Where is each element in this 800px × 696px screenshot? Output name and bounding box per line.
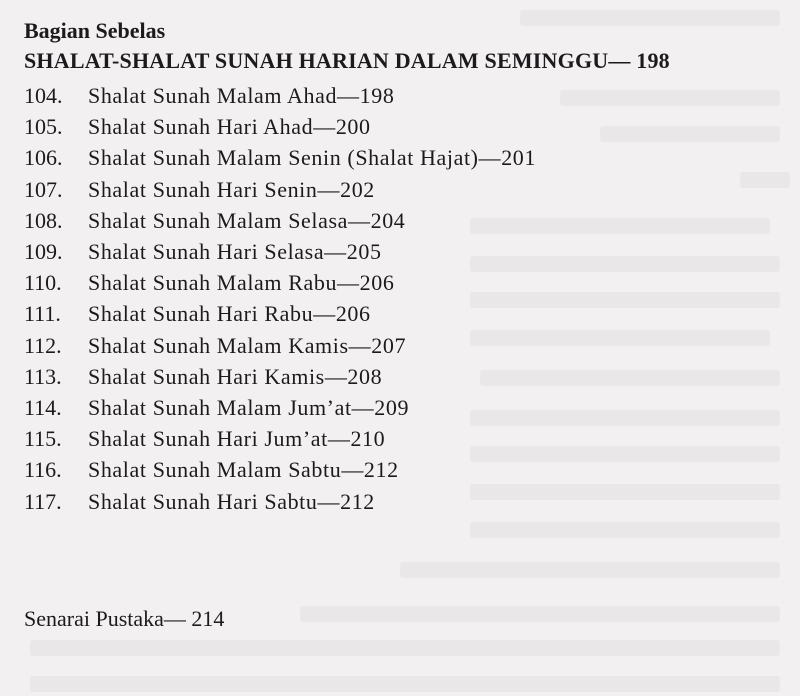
toc-entry-number: 110. bbox=[24, 270, 62, 296]
toc-entry-title: Shalat Sunah Hari Kamis—208 bbox=[88, 363, 383, 389]
toc-entry[interactable] bbox=[24, 205, 784, 236]
toc-entry[interactable] bbox=[24, 392, 784, 423]
toc-entry[interactable] bbox=[24, 423, 784, 454]
toc-entry-number: 107. bbox=[24, 176, 63, 202]
toc-entry-list bbox=[24, 80, 784, 517]
toc-entry-title: Shalat Sunah Hari Selasa—205 bbox=[88, 239, 382, 265]
toc-entry-number: 115. bbox=[24, 426, 62, 452]
bibliography-entry[interactable]: Senarai Pustaka— 214 bbox=[24, 606, 225, 631]
toc-entry-title: Shalat Sunah Malam Jum’at—209 bbox=[88, 395, 410, 421]
toc-entry-title: Shalat Sunah Malam Sabtu—212 bbox=[88, 457, 399, 483]
toc-entry-number: 113. bbox=[24, 363, 62, 389]
toc-entry[interactable] bbox=[24, 142, 784, 173]
table-of-contents bbox=[24, 16, 784, 517]
toc-entry[interactable] bbox=[24, 80, 784, 111]
toc-entry-title: Shalat Sunah Malam Kamis—207 bbox=[88, 332, 407, 358]
toc-entry-number: 111. bbox=[24, 301, 61, 327]
toc-entry-number: 109. bbox=[24, 239, 63, 265]
toc-entry[interactable] bbox=[24, 361, 784, 392]
toc-entry-number: 117. bbox=[24, 488, 62, 514]
toc-entry[interactable] bbox=[24, 111, 784, 142]
toc-entry-number: 105. bbox=[24, 114, 63, 140]
toc-entry-title: Shalat Sunah Malam Rabu—206 bbox=[88, 270, 395, 296]
toc-entry-title: Shalat Sunah Malam Ahad—198 bbox=[88, 83, 395, 108]
toc-entry-number: 108. bbox=[24, 207, 63, 233]
toc-entry-number: 104. bbox=[24, 83, 63, 108]
toc-entry[interactable] bbox=[24, 454, 784, 485]
toc-entry-title: Shalat Sunah Hari Ahad—200 bbox=[88, 114, 371, 140]
toc-entry-title: Shalat Sunah Malam Selasa—204 bbox=[88, 207, 406, 233]
toc-entry-number: 106. bbox=[24, 145, 63, 171]
toc-entry[interactable] bbox=[24, 486, 784, 517]
toc-entry-title: Shalat Sunah Malam Senin (Shalat Hajat)—201 bbox=[88, 145, 536, 171]
toc-entry-title: Shalat Sunah Hari Rabu—206 bbox=[88, 301, 371, 327]
toc-entry-title: Shalat Sunah Hari Sabtu—212 bbox=[88, 488, 375, 514]
toc-entry[interactable] bbox=[24, 174, 784, 205]
toc-entry[interactable] bbox=[24, 267, 784, 298]
toc-entry[interactable] bbox=[24, 298, 784, 329]
toc-entry-number: 112. bbox=[24, 332, 62, 358]
part-label: Bagian Sebelas bbox=[24, 18, 166, 43]
chapter-title: SHALAT-SHALAT SUNAH HARIAN DALAM SEMINGGU— 198 bbox=[24, 48, 670, 73]
toc-entry[interactable] bbox=[24, 330, 784, 361]
toc-entry-number: 116. bbox=[24, 457, 62, 483]
toc-entry-title: Shalat Sunah Hari Senin—202 bbox=[88, 176, 375, 202]
toc-entry-title: Shalat Sunah Hari Jum’at—210 bbox=[88, 426, 386, 452]
toc-entry-number: 114. bbox=[24, 395, 62, 421]
toc-entry[interactable] bbox=[24, 236, 784, 267]
